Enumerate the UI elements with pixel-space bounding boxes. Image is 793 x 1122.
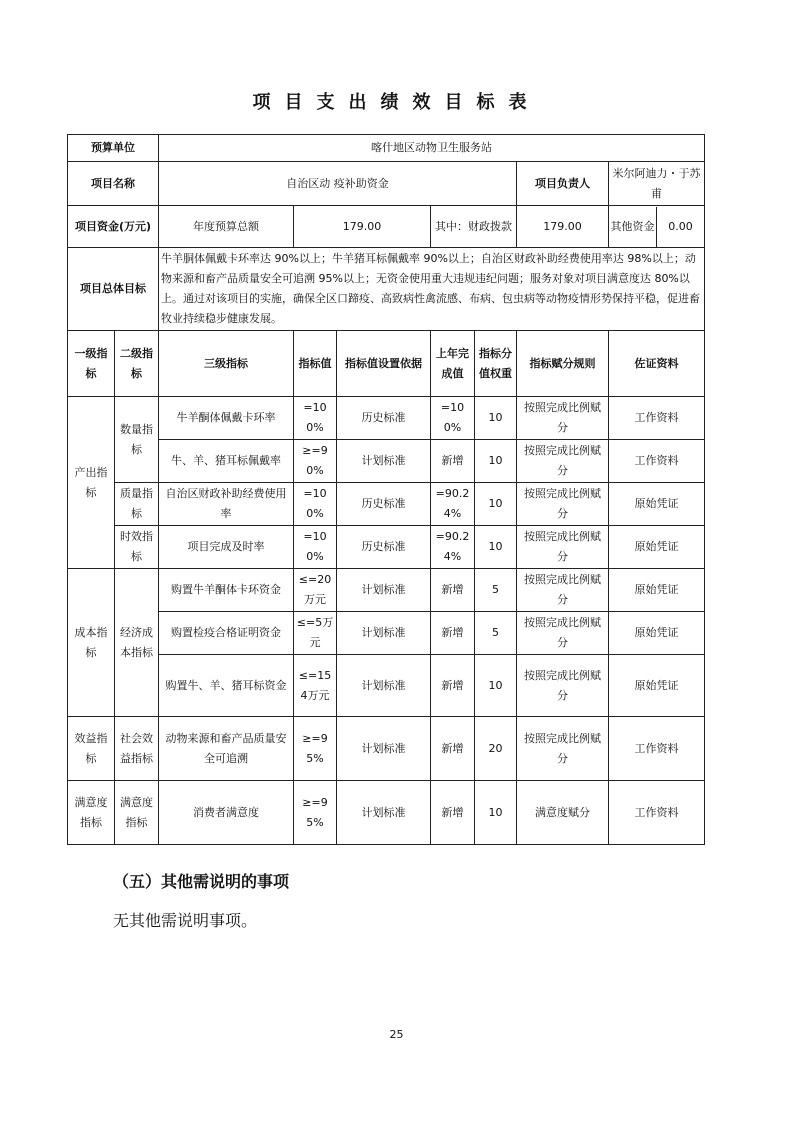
- indicator-name: 购置牛、羊、猪耳标资金: [159, 655, 294, 717]
- indicator-weight: 10: [475, 397, 517, 440]
- indicator-last-year: 新增: [431, 781, 475, 845]
- indicator-value: ≥=90%: [294, 440, 337, 483]
- indicator-rule: 按照完成比例赋分: [517, 612, 609, 655]
- indicator-rule: 按照完成比例赋分: [517, 397, 609, 440]
- indicator-weight: 10: [475, 483, 517, 526]
- indicator-basis: 计划标准: [337, 440, 431, 483]
- table-row: [68, 569, 705, 612]
- section-text: 无其他需说明事项。: [113, 911, 258, 930]
- indicator-value: ≤=20万元: [294, 569, 337, 612]
- page-number: 25: [389, 1028, 404, 1041]
- indicator-evidence: 工作资料: [609, 397, 705, 440]
- indicator-evidence: 原始凭证: [609, 655, 705, 717]
- annual-budget-value: 179.00: [294, 206, 431, 248]
- indicator-last-year: 新增: [431, 717, 475, 781]
- leader-value: 米尔阿迪力・于苏甫: [609, 162, 705, 206]
- indicator-last-year: =90.24%: [431, 483, 475, 526]
- benefit-group: 效益指标: [68, 717, 115, 781]
- indicator-rule: 按照完成比例赋分: [517, 483, 609, 526]
- indicator-name: 动物来源和畜产品质量安全可追溯: [159, 717, 294, 781]
- indicator-basis: 计划标准: [337, 781, 431, 845]
- indicator-value: =100%: [294, 397, 337, 440]
- indicator-evidence: 原始凭证: [609, 612, 705, 655]
- table-row: [68, 655, 705, 717]
- indicator-basis: 历史标准: [337, 397, 431, 440]
- last-year-header: 上年完成值: [431, 331, 475, 397]
- indicator-evidence: 原始凭证: [609, 569, 705, 612]
- funds-row: [68, 206, 705, 248]
- indicator-rule: 按照完成比例赋分: [517, 526, 609, 569]
- annual-budget-label: 年度预算总额: [159, 206, 294, 248]
- leader-label: 项目负责人: [517, 162, 609, 206]
- rule-header: 指标赋分规则: [517, 331, 609, 397]
- social-benefit-subgroup: 社会效益指标: [115, 717, 159, 781]
- indicator-name: 购置牛羊酮体卡环资金: [159, 569, 294, 612]
- indicator-weight: 5: [475, 569, 517, 612]
- indicator-last-year: 新增: [431, 612, 475, 655]
- indicator-basis: 计划标准: [337, 655, 431, 717]
- evidence-header: 佐证资料: [609, 331, 705, 397]
- indicator-basis: 计划标准: [337, 717, 431, 781]
- indicator-name: 项目完成及时率: [159, 526, 294, 569]
- satisfaction-group: 满意度指标: [68, 781, 115, 845]
- timeliness-subgroup: 时效指标: [115, 526, 159, 569]
- indicator-evidence: 原始凭证: [609, 483, 705, 526]
- indicator-rule: 按照完成比例赋分: [517, 440, 609, 483]
- indicator-value: ≥=95%: [294, 781, 337, 845]
- indicator-weight: 10: [475, 655, 517, 717]
- goal-label: 项目总体目标: [68, 248, 159, 331]
- indicator-evidence: 工作资料: [609, 440, 705, 483]
- level1-header: 一级指标: [68, 331, 115, 397]
- indicator-basis: 历史标准: [337, 483, 431, 526]
- indicator-evidence: 工作资料: [609, 781, 705, 845]
- section-heading: （五）其他需说明的事项: [113, 872, 290, 891]
- other-funds-cell: [609, 206, 705, 248]
- indicator-value: =100%: [294, 483, 337, 526]
- indicator-name: 牛、羊、猪耳标佩戴率: [159, 440, 294, 483]
- indicator-weight: 5: [475, 612, 517, 655]
- indicator-last-year: 新增: [431, 569, 475, 612]
- performance-target-table: [67, 134, 705, 845]
- quality-subgroup: 质量指标: [115, 483, 159, 526]
- indicator-last-year: 新增: [431, 440, 475, 483]
- table-row: [68, 397, 705, 440]
- value-header: 指标值: [294, 331, 337, 397]
- cost-group: 成本指标: [68, 569, 115, 717]
- table-row: [68, 483, 705, 526]
- quantity-subgroup: 数量指标: [115, 397, 159, 483]
- other-funds-label: 其他资金: [609, 207, 657, 247]
- indicator-name: 自治区财政补助经费使用率: [159, 483, 294, 526]
- indicator-weight: 10: [475, 781, 517, 845]
- satisfaction-subgroup: 满意度指标: [115, 781, 159, 845]
- table-row: [68, 717, 705, 781]
- indicator-last-year: 新增: [431, 655, 475, 717]
- output-group: 产出指标: [68, 397, 115, 569]
- indicator-basis: 计划标准: [337, 569, 431, 612]
- budget-unit-row: [68, 135, 705, 162]
- fiscal-label: 其中：财政拨款: [431, 206, 517, 248]
- project-name-label: 项目名称: [68, 162, 159, 206]
- indicator-evidence: 工作资料: [609, 717, 705, 781]
- level3-header: 三级指标: [159, 331, 294, 397]
- indicator-name: 购置检疫合格证明资金: [159, 612, 294, 655]
- goal-text: 牛羊胴体佩戴卡环率达 90%以上；牛羊猪耳标佩戴率 90%以上；自治区财政补助经费使用率达 98%以上；动物来源和畜产品质量安全可追溯 95%以上；无资金使用重大违规违纪问题；服务对象对项目满意度达 80%以上。通过对该项目的实施，确保全区口蹄疫、高致病性禽流感、布病、包虫病等动物疫情形势保持平稳，促进畜牧业持续稳步健康发展。: [159, 248, 705, 331]
- indicator-weight: 10: [475, 526, 517, 569]
- table-row: [68, 440, 705, 483]
- project-name-value: 自治区动 疫补助资金: [159, 162, 517, 206]
- indicator-value: =100%: [294, 526, 337, 569]
- unit-label: 预算单位: [68, 135, 159, 162]
- indicator-name: 消费者满意度: [159, 781, 294, 845]
- indicator-last-year: =90.24%: [431, 526, 475, 569]
- indicator-weight: 20: [475, 717, 517, 781]
- table-row: [68, 612, 705, 655]
- indicator-last-year: =100%: [431, 397, 475, 440]
- indicator-name: 牛羊酮体佩戴卡环率: [159, 397, 294, 440]
- other-funds-value: 0.00: [668, 219, 693, 233]
- overall-goal-row: [68, 248, 705, 331]
- indicator-rule: 按照完成比例赋分: [517, 655, 609, 717]
- indicator-basis: 计划标准: [337, 612, 431, 655]
- indicator-rule: 满意度赋分: [517, 781, 609, 845]
- table-row: [68, 781, 705, 845]
- unit-value: 喀什地区动物卫生服务站: [159, 135, 705, 162]
- econ-cost-subgroup: 经济成本指标: [115, 569, 159, 717]
- indicator-value: ≥=95%: [294, 717, 337, 781]
- indicator-basis: 历史标准: [337, 526, 431, 569]
- project-name-row: [68, 162, 705, 206]
- fiscal-value: 179.00: [517, 206, 609, 248]
- indicator-rule: 按照完成比例赋分: [517, 717, 609, 781]
- indicator-weight: 10: [475, 440, 517, 483]
- indicator-value: ≤=154万元: [294, 655, 337, 717]
- table-row: [68, 526, 705, 569]
- funds-label: 项目资金(万元): [68, 206, 159, 248]
- indicator-value: ≤=5万元: [294, 612, 337, 655]
- indicator-evidence: 原始凭证: [609, 526, 705, 569]
- indicator-rule: 按照完成比例赋分: [517, 569, 609, 612]
- level2-header: 二级指标: [115, 331, 159, 397]
- basis-header: 指标值设置依据: [337, 331, 431, 397]
- page-title: 项目支出绩效目标表: [252, 92, 541, 113]
- weight-header: 指标分值权重: [475, 331, 517, 397]
- header-row: [68, 331, 705, 397]
